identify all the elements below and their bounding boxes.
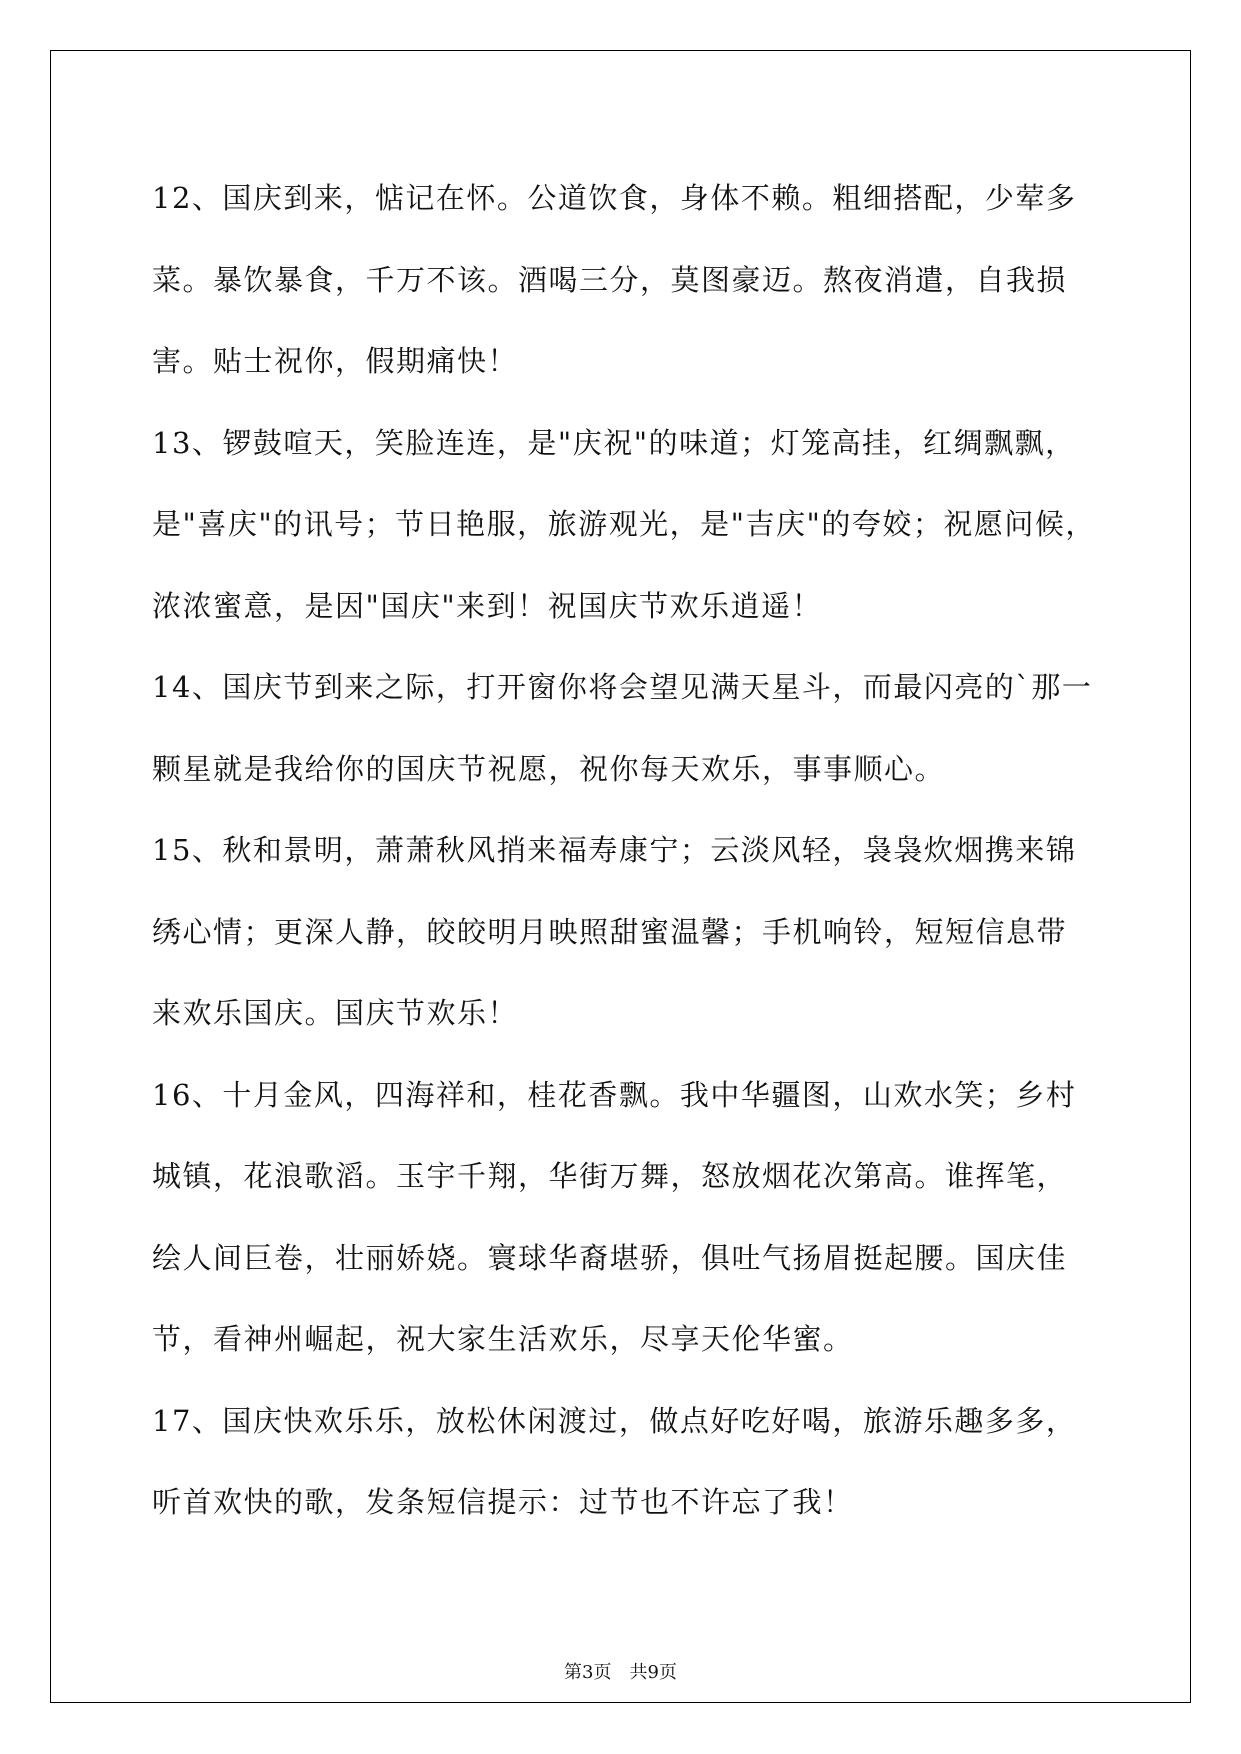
text-line: 绣心情；更深人静，皎皎明月映照甜蜜温馨；手机响铃，短短信息带 [152, 914, 1068, 949]
page-footer [0, 1658, 1241, 1684]
text-line: 是"喜庆"的讯号；节日艳服，旅游观光，是"吉庆"的夸姣；祝愿问候， [152, 507, 1096, 541]
text-line: 15、秋和景明，萧萧秋风捎来福寿康宁；云淡风轻，袅袅炊烟携来锦 [152, 833, 1077, 867]
text-line: 浓浓蜜意，是因"国庆"来到！祝国庆节欢乐逍遥！ [152, 588, 823, 623]
page-number-total: 共9页 [629, 1662, 677, 1683]
text-line: 17、国庆快欢乐乐，放松休闲渡过，做点好吃好喝，旅游乐趣多多， [152, 1403, 1077, 1438]
document-body [152, 158, 1112, 1544]
text-line: 节，看神州崛起，祝大家生活欢乐，尽享天伦华蜜。 [152, 1322, 854, 1356]
text-line: 听首欢快的歌，发条短信提示：过节也不许忘了我！ [152, 1485, 854, 1519]
text-line: 13、锣鼓喧天，笑脸连连，是"庆祝"的味道；灯笼高挂，红绸飘飘， [152, 425, 1076, 460]
text-line: 12、国庆到来，惦记在怀。公道饮食，身体不赖。粗细搭配，少荤多 [152, 181, 1077, 215]
text-line: 14、国庆节到来之际，打开窗你将会望见满天星斗，而最闪亮的`那一 [152, 670, 1093, 704]
text-line: 城镇，花浪歌滔。玉宇千翔，华街万舞，怒放烟花次第高。谁挥笔， [152, 1159, 1068, 1193]
text-line: 绘人间巨卷，壮丽娇娆。寰球华裔堪骄，俱吐气扬眉挺起腰。国庆佳 [152, 1240, 1068, 1275]
text-line: 害。贴士祝你，假期痛快！ [152, 344, 519, 378]
text-line: 菜。暴饮暴食，千万不该。酒喝三分，莫图豪迈。熬夜消遣，自我损 [152, 262, 1068, 297]
text-line: 颗星就是我给你的国庆节祝愿，祝你每天欢乐，事事顺心。 [152, 751, 946, 786]
text-line: 16、十月金风，四海祥和，桂花香飘。我中华疆图，山欢水笑；乡村 [152, 1077, 1077, 1112]
page-number-current: 第3页 [564, 1662, 612, 1683]
text-line: 来欢乐国庆。国庆节欢乐！ [152, 996, 519, 1030]
